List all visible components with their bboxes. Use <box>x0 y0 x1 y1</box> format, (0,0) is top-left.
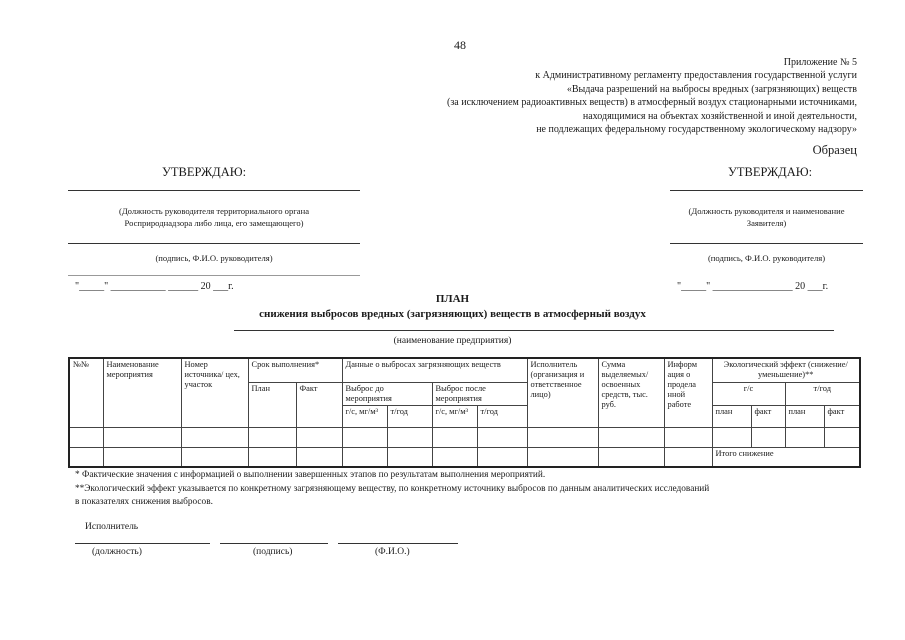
footnote: * Фактические значения с информацией о выполнении завершенных этапов по результатам выполнения мероприятий. <box>75 470 546 480</box>
header-after-gs: г/с, мг/м³ <box>432 405 477 427</box>
table-cell <box>477 447 527 467</box>
appendix-line: находящимися на объектах хозяйственной и иной деятельности, <box>582 110 857 122</box>
appendix-header <box>447 56 857 136</box>
table-cell <box>69 447 103 467</box>
header-effect-ty-plan: план <box>785 405 824 427</box>
executor-position-line <box>75 543 210 544</box>
header-after: Выброс после мероприятия <box>432 382 527 405</box>
table-cell <box>103 447 181 467</box>
header-deadline: Срок выполнения* <box>248 358 342 382</box>
approval-left-signature-caption: (подпись, Ф.И.О. руководителя) <box>155 253 273 263</box>
appendix-line: (за исключением радиоактивных веществ) в атмосферный воздух стационарными источниками, <box>447 97 857 109</box>
approval-left-position-line <box>68 190 360 191</box>
header-amount: Сумма выделяемых/ освоенных средств, тыс. руб. <box>598 358 664 427</box>
plan-title-block <box>0 292 905 321</box>
caption-line: (Должность руководителя территориального органа <box>118 206 310 216</box>
header-emissions: Данные о выбросах загрязняющих веществ <box>342 358 527 382</box>
table-cell <box>103 427 181 447</box>
header-deadline-fact: Факт <box>296 382 342 427</box>
table-cell <box>664 427 712 447</box>
page-number: 48 <box>454 38 466 52</box>
approval-right-signature-caption: (подпись, Ф.И.О. руководителя) <box>707 253 826 263</box>
approval-left-divider <box>68 275 360 276</box>
approval-right-date: "_____" ________________ 20 ___г. <box>677 281 829 292</box>
table-cell <box>181 427 248 447</box>
footnote: в показателях снижения выбросов. <box>75 497 213 507</box>
table-cell <box>598 447 664 467</box>
table-cell <box>527 447 598 467</box>
table-row <box>69 427 860 447</box>
header-before: Выброс до мероприятия <box>342 382 432 405</box>
approval-left-date: "_____" ___________ ______ 20 ___г. <box>75 281 234 292</box>
header-deadline-plan: План <box>248 382 296 427</box>
plan-title: ПЛАН <box>435 293 470 305</box>
appendix-line: Приложение № 5 <box>783 57 857 68</box>
table-header-row <box>69 358 860 382</box>
header-effect: Экологический эффект (снижение/уменьшение)** <box>712 358 860 382</box>
plan-table <box>68 357 861 468</box>
table-cell <box>432 447 477 467</box>
approval-right-position-line <box>670 190 863 191</box>
plan-subtitle: снижения выбросов вредных (загрязняющих) веществ в атмосферный воздух <box>259 307 646 320</box>
executor-signature-line <box>220 543 328 544</box>
approval-right-heading: УТВЕРЖДАЮ: <box>728 165 813 179</box>
table-cell <box>598 427 664 447</box>
total-label: Итого снижение <box>712 447 860 467</box>
table-cell <box>785 427 824 447</box>
header-executor: Исполнитель (организация и ответственное лицо) <box>527 358 598 427</box>
approval-left-position-caption <box>68 206 360 229</box>
table-cell <box>387 427 432 447</box>
caption-line: (Должность руководителя и наименование <box>688 206 845 216</box>
approval-right-position-caption <box>670 206 863 229</box>
footnote: **Экологический эффект указывается по конкретному загрязняющему веществу, по конкретному источнику выбросов по данным аналитических исследований <box>75 483 710 494</box>
table-cell <box>342 447 387 467</box>
table-cell <box>664 447 712 467</box>
table-total-row <box>69 447 860 467</box>
enterprise-name-line <box>234 330 834 331</box>
caption-line: Росприроднадзора либо лица, его замещающего) <box>124 217 304 228</box>
header-effect-gs-fact: факт <box>751 405 785 427</box>
caption-line: Заявителя) <box>746 217 787 228</box>
executor-name-caption: (Ф.И.О.) <box>375 547 410 557</box>
executor-signature-caption: (подпись) <box>253 547 293 557</box>
footnotes <box>75 469 709 510</box>
header-source: Номер источника/ цех, участок <box>181 358 248 427</box>
table-cell <box>296 427 342 447</box>
table-cell <box>751 427 785 447</box>
approval-right-signature-line <box>670 243 863 244</box>
executor-name-line <box>338 543 458 544</box>
approval-left-signature-line <box>68 243 360 244</box>
appendix-line: к Административному регламенту предоставления государственной услуги <box>535 70 857 82</box>
table-cell <box>248 427 296 447</box>
header-no: №№ <box>69 358 103 427</box>
header-before-gs: г/с, мг/м³ <box>342 405 387 427</box>
executor-position-caption: (должность) <box>92 547 142 557</box>
table-cell <box>387 447 432 467</box>
header-after-ty: т/год <box>477 405 527 427</box>
header-effect-ty: т/год <box>785 382 860 405</box>
table-cell <box>342 427 387 447</box>
executor-label: Исполнитель <box>85 522 139 532</box>
header-effect-gs: г/с <box>712 382 785 405</box>
table-cell <box>712 427 751 447</box>
sample-label: Образец <box>812 143 857 157</box>
header-effect-gs-plan: план <box>712 405 751 427</box>
table-cell <box>69 427 103 447</box>
table-cell <box>824 427 860 447</box>
appendix-line: не подлежащих федеральному государственному экологическому надзору» <box>536 124 857 136</box>
table-cell <box>296 447 342 467</box>
approval-left-heading: УТВЕРЖДАЮ: <box>162 165 247 179</box>
table-cell <box>527 427 598 447</box>
table-cell <box>248 447 296 467</box>
header-measure: Наименование мероприятия <box>103 358 181 427</box>
header-before-ty: т/год <box>387 405 432 427</box>
enterprise-caption: (наименование предприятия) <box>393 336 512 346</box>
table-cell <box>477 427 527 447</box>
appendix-line: «Выдача разрешений на выбросы вредных (загрязняющих) веществ <box>566 83 857 95</box>
header-info: Информ ация о продела нной работе <box>664 358 712 427</box>
table-cell <box>432 427 477 447</box>
header-effect-ty-fact: факт <box>824 405 860 427</box>
table-cell <box>181 447 248 467</box>
